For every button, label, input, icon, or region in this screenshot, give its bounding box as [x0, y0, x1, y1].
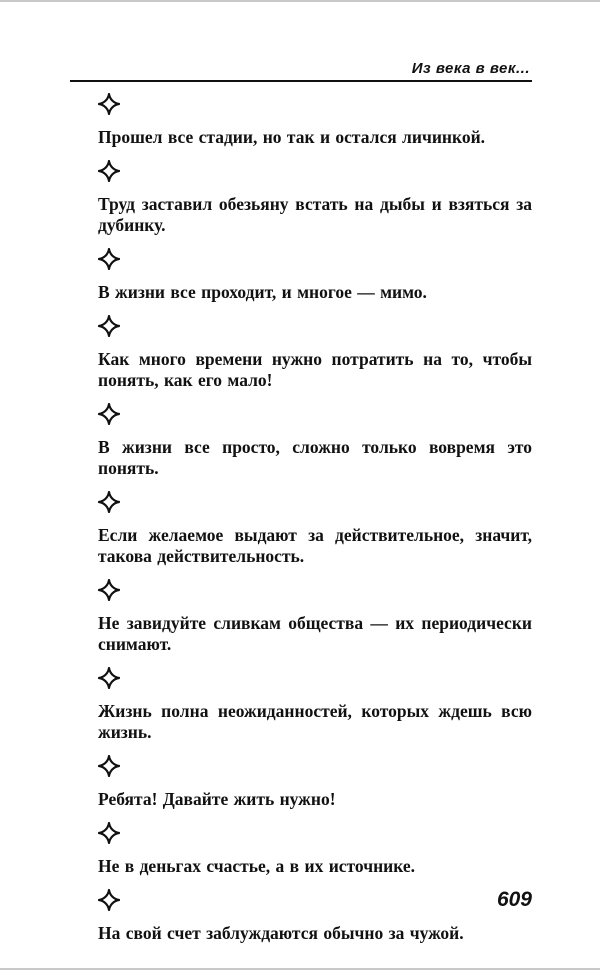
aphorism-list: [98, 93, 532, 956]
four-point-star-icon: [98, 822, 120, 844]
four-point-star-icon: [98, 315, 120, 337]
aphorism-item: [98, 403, 532, 479]
four-point-star-icon: [98, 667, 120, 689]
aphorism-text: На свой счет заблуждаются обычно за чужой.: [98, 923, 464, 943]
aphorism-item: [98, 160, 532, 236]
aphorism-text: Не завидуйте сливкам общества — их периодически снимают.: [98, 613, 532, 654]
aphorism-text: Ребята! Давайте жить нужно!: [98, 789, 336, 809]
aphorism-text: В жизни все проходит, и многое — мимо.: [98, 282, 427, 302]
page-bottom-edge: [0, 968, 600, 970]
aphorism-item: [98, 667, 532, 743]
aphorism-text: Прошел все стадии, но так и остался личинкой.: [98, 127, 486, 147]
four-point-star-icon: [98, 889, 120, 911]
page-top-edge: [0, 0, 600, 2]
aphorism-item: [98, 93, 532, 148]
aphorism-item: [98, 491, 532, 567]
aphorism-text: В жизни все просто, сложно только вовремя это понять.: [98, 437, 532, 478]
four-point-star-icon: [98, 93, 120, 115]
four-point-star-icon: [98, 579, 120, 601]
aphorism-item: [98, 248, 532, 303]
aphorism-item: [98, 579, 532, 655]
four-point-star-icon: [98, 403, 120, 425]
four-point-star-icon: [98, 160, 120, 182]
header-rule: [70, 80, 532, 82]
aphorism-text: Жизнь полна неожиданностей, которых ждешь всю жизнь.: [98, 701, 532, 742]
aphorism-text: Если желаемое выдают за действительное, значит, такова действительность.: [98, 525, 532, 566]
aphorism-item: [98, 822, 532, 877]
running-head: Из века в век...: [411, 60, 530, 77]
four-point-star-icon: [98, 248, 120, 270]
four-point-star-icon: [98, 755, 120, 777]
aphorism-item: [98, 315, 532, 391]
aphorism-item: [98, 755, 532, 810]
page-number: 609: [496, 888, 532, 911]
aphorism-text: Как много времени нужно потратить на то, чтобы понять, как его мало!: [98, 349, 532, 390]
four-point-star-icon: [98, 491, 120, 513]
aphorism-text: Не в деньгах счастье, а в их источнике.: [98, 856, 416, 876]
aphorism-text: Труд заставил обезьяну встать на дыбы и взяться за дубинку.: [98, 194, 532, 235]
